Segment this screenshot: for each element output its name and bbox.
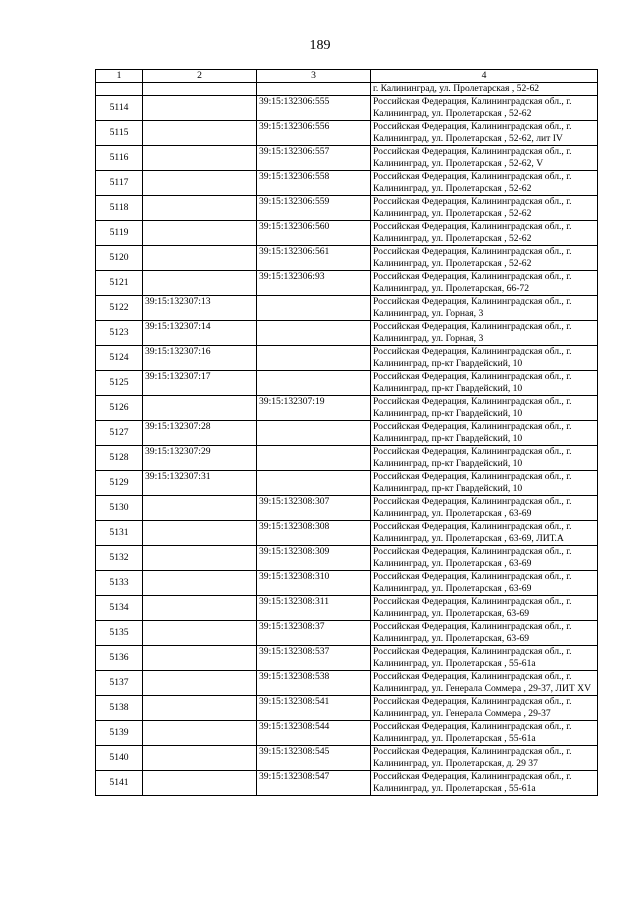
cadastral-number-col2 <box>143 771 257 796</box>
cadastral-number-col3 <box>257 371 371 396</box>
table-row <box>96 121 598 146</box>
cadastral-number-col3: 39:15:132308:538 <box>257 671 371 696</box>
cadastral-number-col3: 39:15:132307:19 <box>257 396 371 421</box>
address-cell: Российская Федерация, Калининградская обл., г. Калининград, ул. Горная, 3 <box>371 321 598 346</box>
cadastral-number-col2 <box>143 596 257 621</box>
cadastral-number-col3: 39:15:132308:541 <box>257 696 371 721</box>
cadastral-number-col2 <box>143 646 257 671</box>
address-cell: Российская Федерация, Калининградская обл., г. Калининград, пр-кт Гвардейский, 10 <box>371 471 598 496</box>
row-number: 5116 <box>96 146 143 171</box>
table-row <box>96 371 598 396</box>
cadastral-number-col2 <box>143 496 257 521</box>
address-cell: Российская Федерация, Калининградская обл., г. Калининград, пр-кт Гвардейский, 10 <box>371 396 598 421</box>
row-number: 5121 <box>96 271 143 296</box>
cadastral-number-col2: 39:15:132307:16 <box>143 346 257 371</box>
cadastral-number-col2 <box>143 96 257 121</box>
cadastral-number-col2 <box>143 671 257 696</box>
table-row <box>96 671 598 696</box>
cadastral-number-col3: 39:15:132306:561 <box>257 246 371 271</box>
row-number: 5124 <box>96 346 143 371</box>
cadastral-number-col2 <box>143 721 257 746</box>
table-row <box>96 221 598 246</box>
cadastral-number-col2: 39:15:132307:29 <box>143 446 257 471</box>
cadastral-number-col3: 39:15:132308:310 <box>257 571 371 596</box>
cadastral-number-col2: 39:15:132307:31 <box>143 471 257 496</box>
address-cell: Российская Федерация, Калининградская обл., г. Калининград, ул. Горная, 3 <box>371 296 598 321</box>
cadastral-number-col2 <box>143 546 257 571</box>
table-row <box>96 421 598 446</box>
row-number: 5123 <box>96 321 143 346</box>
row-number: 5120 <box>96 246 143 271</box>
address-cell: Российская Федерация, Калининградская обл., г. Калининград, ул. Пролетарская , 52-62, лит IV <box>371 121 598 146</box>
row-number: 5126 <box>96 396 143 421</box>
address-cell: Российская Федерация, Калининградская обл., г. Калининград, ул. Пролетарская , 63-69 <box>371 496 598 521</box>
cadastral-number-col2 <box>143 246 257 271</box>
cadastral-number-col2 <box>143 271 257 296</box>
table-row <box>96 271 598 296</box>
row-number: 5134 <box>96 596 143 621</box>
table-row <box>96 346 598 371</box>
cadastral-number-col3: 39:15:132308:537 <box>257 646 371 671</box>
row-number: 5133 <box>96 571 143 596</box>
cadastral-number-col3: 39:15:132308:311 <box>257 596 371 621</box>
row-number: 5131 <box>96 521 143 546</box>
cadastral-number-col3: 39:15:132308:309 <box>257 546 371 571</box>
table-row <box>96 396 598 421</box>
cadastral-number-col2 <box>143 396 257 421</box>
address-cell: Российская Федерация, Калининградская обл., г. Калининград, пр-кт Гвардейский, 10 <box>371 446 598 471</box>
table-row <box>96 446 598 471</box>
cadastral-number-col3: 39:15:132306:560 <box>257 221 371 246</box>
column-header-4: 4 <box>371 70 598 83</box>
cadastral-number-col2 <box>143 621 257 646</box>
table-row <box>96 646 598 671</box>
table-row <box>96 96 598 121</box>
address-cell: Российская Федерация, Калининградская обл., г. Калининград, пр-кт Гвардейский, 10 <box>371 346 598 371</box>
row-number: 5122 <box>96 296 143 321</box>
address-cell: Российская Федерация, Калининградская обл., г. Калининград, ул. Пролетарская , 55-61а <box>371 721 598 746</box>
row-number: 5129 <box>96 471 143 496</box>
address-cell: Российская Федерация, Калининградская обл., г. Калининград, ул. Пролетарская, 63-69 <box>371 621 598 646</box>
cadastral-number-col2: 39:15:132307:17 <box>143 371 257 396</box>
registry-table <box>95 69 598 796</box>
address-cell: Российская Федерация, Калининградская обл., г. Калининград, ул. Пролетарская , 52-62 <box>371 196 598 221</box>
cadastral-number-col3: 39:15:132308:544 <box>257 721 371 746</box>
cadastral-number-col3: 39:15:132308:307 <box>257 496 371 521</box>
cadastral-number-col3: 39:15:132306:555 <box>257 96 371 121</box>
cadastral-number-col3: 39:15:132308:308 <box>257 521 371 546</box>
column-header-3: 3 <box>257 70 371 83</box>
row-number: 5135 <box>96 621 143 646</box>
table-row <box>96 721 598 746</box>
table-row <box>96 771 598 796</box>
cadastral-number-col3: 39:15:132306:559 <box>257 196 371 221</box>
cadastral-number-col3 <box>257 421 371 446</box>
cadastral-number-col3 <box>257 83 371 96</box>
cadastral-number-col3 <box>257 321 371 346</box>
table-row <box>96 246 598 271</box>
cadastral-number-col2 <box>143 221 257 246</box>
table-row <box>96 521 598 546</box>
cadastral-number-col3 <box>257 471 371 496</box>
table-row <box>96 83 598 96</box>
cadastral-number-col2 <box>143 571 257 596</box>
table-row <box>96 571 598 596</box>
table-row <box>96 321 598 346</box>
row-number: 5139 <box>96 721 143 746</box>
address-cell: Российская Федерация, Калининградская обл., г. Калининград, ул. Генерала Соммера , 29-37 <box>371 696 598 721</box>
address-cell: Российская Федерация, Калининградская обл., г. Калининград, ул. Пролетарская , 63-69 <box>371 546 598 571</box>
row-number: 5127 <box>96 421 143 446</box>
table-row <box>96 146 598 171</box>
address-cell: Российская Федерация, Калининградская обл., г. Калининград, ул. Пролетарская , 63-69 <box>371 571 598 596</box>
table-row <box>96 171 598 196</box>
table-row <box>96 546 598 571</box>
cadastral-number-col2 <box>143 196 257 221</box>
cadastral-number-col2 <box>143 83 257 96</box>
row-number: 5130 <box>96 496 143 521</box>
cadastral-number-col3 <box>257 346 371 371</box>
page-number: 189 <box>309 38 331 53</box>
address-cell: Российская Федерация, Калининградская обл., г. Калининград, ул. Пролетарская, 63-69 <box>371 596 598 621</box>
address-cell: Российская Федерация, Калининградская обл., г. Калининград, пр-кт Гвардейский, 10 <box>371 371 598 396</box>
address-cell: Российская Федерация, Калининградская обл., г. Калининград, ул. Пролетарская, 66-72 <box>371 271 598 296</box>
row-number: 5132 <box>96 546 143 571</box>
row-number: 5114 <box>96 96 143 121</box>
table-row <box>96 471 598 496</box>
row-number <box>96 83 143 96</box>
address-cell: Российская Федерация, Калининградская обл., г. Калининград, ул. Пролетарская , 52-62, V <box>371 146 598 171</box>
cadastral-number-col2: 39:15:132307:14 <box>143 321 257 346</box>
table-row <box>96 621 598 646</box>
cadastral-number-col2 <box>143 121 257 146</box>
row-number: 5136 <box>96 646 143 671</box>
row-number: 5118 <box>96 196 143 221</box>
address-cell: Российская Федерация, Калининградская обл., г. Калининград, ул. Пролетарская , 55-61а <box>371 771 598 796</box>
row-number: 5128 <box>96 446 143 471</box>
row-number: 5137 <box>96 671 143 696</box>
address-cell: Российская Федерация, Калининградская обл., г. Калининград, пр-кт Гвардейский, 10 <box>371 421 598 446</box>
cadastral-number-col3: 39:15:132306:556 <box>257 121 371 146</box>
cadastral-number-col3: 39:15:132306:558 <box>257 171 371 196</box>
cadastral-number-col2 <box>143 146 257 171</box>
column-header-1: 1 <box>96 70 143 83</box>
table-row <box>96 596 598 621</box>
cadastral-number-col3 <box>257 296 371 321</box>
cadastral-number-col3: 39:15:132308:37 <box>257 621 371 646</box>
table-row <box>96 296 598 321</box>
cadastral-number-col2 <box>143 746 257 771</box>
address-cell: Российская Федерация, Калининградская обл., г. Калининград, ул. Генерала Соммера , 29-37, ЛИТ XV <box>371 671 598 696</box>
table-row <box>96 496 598 521</box>
row-number: 5141 <box>96 771 143 796</box>
cadastral-number-col2 <box>143 696 257 721</box>
address-cell: Российская Федерация, Калининградская обл., г. Калининград, ул. Пролетарская , 52-62 <box>371 246 598 271</box>
row-number: 5125 <box>96 371 143 396</box>
row-number: 5138 <box>96 696 143 721</box>
column-header-2: 2 <box>143 70 257 83</box>
table-row <box>96 696 598 721</box>
address-cell: Российская Федерация, Калининградская обл., г. Калининград, ул. Пролетарская , 52-62 <box>371 96 598 121</box>
address-cell: Российская Федерация, Калининградская обл., г. Калининград, ул. Пролетарская, д. 29 37 <box>371 746 598 771</box>
cadastral-number-col3: 39:15:132306:93 <box>257 271 371 296</box>
cadastral-number-col2 <box>143 171 257 196</box>
row-number: 5140 <box>96 746 143 771</box>
table-row <box>96 196 598 221</box>
address-cell: Российская Федерация, Калининградская обл., г. Калининград, ул. Пролетарская , 52-62 <box>371 221 598 246</box>
table-row <box>96 746 598 771</box>
table-body <box>96 83 598 796</box>
cadastral-number-col3: 39:15:132308:545 <box>257 746 371 771</box>
row-number: 5119 <box>96 221 143 246</box>
row-number: 5117 <box>96 171 143 196</box>
address-cell: Российская Федерация, Калининградская обл., г. Калининград, ул. Пролетарская , 55-61а <box>371 646 598 671</box>
cadastral-number-col3: 39:15:132306:557 <box>257 146 371 171</box>
cadastral-number-col2: 39:15:132307:28 <box>143 421 257 446</box>
row-number: 5115 <box>96 121 143 146</box>
header-row <box>96 70 598 83</box>
cadastral-number-col2 <box>143 521 257 546</box>
cadastral-number-col2: 39:15:132307:13 <box>143 296 257 321</box>
address-cell: г. Калининград, ул. Пролетарская , 52-62 <box>371 83 598 96</box>
cadastral-number-col3 <box>257 446 371 471</box>
cadastral-number-col3: 39:15:132308:547 <box>257 771 371 796</box>
address-cell: Российская Федерация, Калининградская обл., г. Калининград, ул. Пролетарская , 63-69, ЛИТ.А <box>371 521 598 546</box>
address-cell: Российская Федерация, Калининградская обл., г. Калининград, ул. Пролетарская , 52-62 <box>371 171 598 196</box>
